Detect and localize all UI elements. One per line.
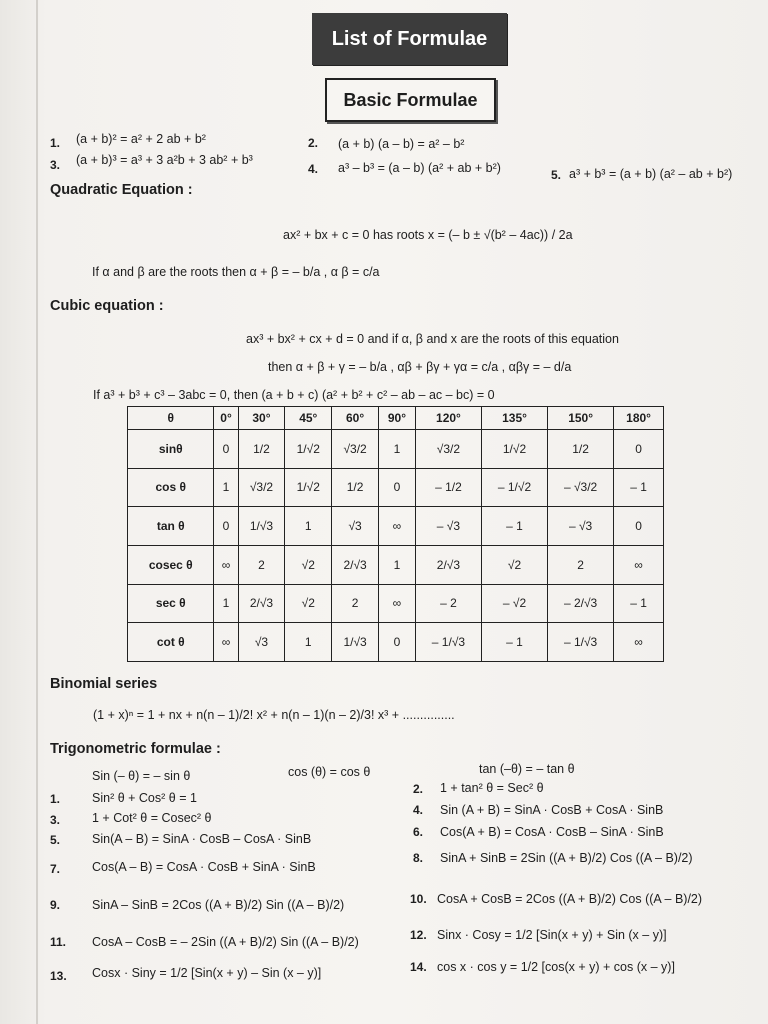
formula-trig-10: CosA + CosB = 2Cos ((A + B)/2) Cos ((A – B)/2) [437,892,703,906]
column-header: 180° [614,407,664,430]
formula-number: 13. [50,969,67,983]
table-cell: ∞ [614,545,664,584]
table-row [128,623,664,662]
table-cell: – 2 [415,584,481,623]
column-header: 45° [285,407,332,430]
table-header-row [128,407,664,430]
formula-number: 7. [50,862,61,876]
table-cell: 0 [614,507,664,546]
table-cell: 2/√3 [415,545,481,584]
formula-cubic-identity: If a³ + b³ + c³ – 3abc = 0, then (a + b + c) (a² + b² + c² – ab – ac – bc) = 0 [93,388,495,402]
table-cell: 1 [378,545,415,584]
page-title: List of Formulae [312,13,507,65]
formula-number: 1. [50,792,61,806]
column-header: 90° [378,407,415,430]
table-cell: √3 [332,507,379,546]
table-cell: – 1/√3 [548,623,614,662]
formula-number: 11. [50,935,67,949]
formula-basic-4: a³ – b³ = (a – b) (a² + ab + b²) [338,161,501,175]
table-cell: – √3/2 [548,468,614,507]
table-cell: 1/√2 [285,430,332,469]
table-cell: – 2/√3 [548,584,614,623]
table-cell: – 1 [614,584,664,623]
formula-tan-negative: tan (–θ) = – tan θ [479,762,575,776]
formula-number: 5. [50,833,61,847]
formula-number: 10. [410,892,427,906]
table-cell: √2 [285,584,332,623]
row-label: cosec θ [128,545,214,584]
table-cell: 1/√2 [285,468,332,507]
table-cell: √3/2 [332,430,379,469]
row-label: tan θ [128,507,214,546]
heading-quadratic: Quadratic Equation : [50,182,193,198]
trig-values-table [127,406,664,662]
table-cell: – 1 [481,507,547,546]
table-cell: – 1 [481,623,547,662]
table-cell: √3/2 [238,468,285,507]
table-cell: – 1/√2 [481,468,547,507]
table-cell: – 1/√3 [415,623,481,662]
table-row [128,584,664,623]
formula-basic-5: a³ + b³ = (a + b) (a² – ab + b²) [569,167,733,181]
table-cell: 1 [214,468,238,507]
table-cell: ∞ [378,584,415,623]
table-cell: 1/2 [332,468,379,507]
formula-quadratic-sum-product: If α and β are the roots then α + β = – b/a , α β = c/a [92,265,380,279]
row-label: cot θ [128,623,214,662]
column-header: 120° [415,407,481,430]
formula-trig-8: SinA + SinB = 2Sin ((A + B)/2) Cos ((A – B)/2) [440,851,693,865]
formula-number: 2. [413,782,424,796]
formula-trig-7: Cos(A – B) = CosA · CosB + SinA · SinB [92,860,316,874]
formula-trig-9: SinA – SinB = 2Cos ((A + B)/2) Sin ((A – B)/2) [92,898,345,912]
column-header: 30° [238,407,285,430]
formula-basic-1: (a + b)² = a² + 2 ab + b² [76,132,206,146]
table-cell: 0 [378,623,415,662]
formula-number: 1. [50,136,61,150]
table-cell: 2 [332,584,379,623]
formula-binomial: (1 + x)ⁿ = 1 + nx + n(n – 1)/2! x² + n(n – 1)(n – 2)/3! x³ + ............... [93,708,455,722]
formula-number: 4. [308,162,319,176]
formula-number: 3. [50,813,61,827]
column-header: 60° [332,407,379,430]
row-label: sinθ [128,430,214,469]
table-cell: – 1/2 [415,468,481,507]
formula-quadratic-roots: ax² + bx + c = 0 has roots x = (– b ± √(b² – 4ac)) / 2a [283,228,573,242]
formula-number: 4. [413,803,424,817]
table-cell: 2 [238,545,285,584]
table-cell: √3/2 [415,430,481,469]
formula-trig-11: CosA – CosB = – 2Sin ((A + B)/2) Sin ((A – B)/2) [92,935,359,949]
table-cell: 1/2 [238,430,285,469]
table-cell: 2 [548,545,614,584]
table-cell: 2/√3 [238,584,285,623]
column-header: 135° [481,407,547,430]
section-title-basic: Basic Formulae [325,78,496,122]
table-row [128,545,664,584]
table-cell: 2/√3 [332,545,379,584]
formula-trig-1: Sin² θ + Cos² θ = 1 [92,791,197,805]
table-cell: – √2 [481,584,547,623]
table-cell: ∞ [378,507,415,546]
formula-trig-4: Sin (A + B) = SinA · CosB + CosA · SinB [440,803,664,817]
table-cell: – 1 [614,468,664,507]
formula-trig-12: Sinx · Cosy = 1/2 [Sin(x + y) + Sin (x – y)] [437,928,667,942]
table-cell: 1 [214,584,238,623]
formula-number: 12. [410,928,427,942]
table-cell: 0 [214,507,238,546]
table-cell: – √3 [548,507,614,546]
table-cell: 1 [285,623,332,662]
formula-trig-13: Cosx · Siny = 1/2 [Sin(x + y) – Sin (x – y)] [92,966,322,980]
formula-number: 6. [413,825,424,839]
formula-trig-5: Sin(A – B) = SinA · CosB – CosA · SinB [92,832,312,846]
heading-trigonometric: Trigonometric formulae : [50,741,221,757]
table-cell: 0 [614,430,664,469]
table-cell: √2 [481,545,547,584]
table-cell: ∞ [214,623,238,662]
formula-sin-negative: Sin (– θ) = – sin θ [92,769,191,783]
formula-basic-3: (a + b)³ = a³ + 3 a²b + 3 ab² + b³ [76,153,253,167]
table-cell: ∞ [214,545,238,584]
table-cell: ∞ [614,623,664,662]
formula-number: 2. [308,136,319,150]
formula-basic-2: (a + b) (a – b) = a² – b² [338,137,465,151]
formula-number: 9. [50,898,61,912]
formula-cos-negative: cos (θ) = cos θ [288,765,371,779]
table-cell: 0 [214,430,238,469]
page-edge [36,0,38,1024]
table-cell: 1/√3 [238,507,285,546]
formula-trig-14: cos x · cos y = 1/2 [cos(x + y) + cos (x – y)] [437,960,675,974]
row-label: sec θ [128,584,214,623]
table-cell: 1/√2 [481,430,547,469]
table-row [128,468,664,507]
table-cell: – √3 [415,507,481,546]
table-cell: √2 [285,545,332,584]
formula-number: 3. [50,158,61,172]
table-cell: 1/2 [548,430,614,469]
table-row [128,430,664,469]
formula-trig-6: Cos(A + B) = CosA · CosB – SinA · SinB [440,825,664,839]
table-cell: 1 [378,430,415,469]
heading-binomial: Binomial series [50,676,158,692]
formula-cubic-1: ax³ + bx² + cx + d = 0 and if α, β and x are the roots of this equation [246,332,619,346]
heading-cubic: Cubic equation : [50,298,164,314]
formula-trig-2: 1 + tan² θ = Sec² θ [440,781,544,795]
formula-trig-3: 1 + Cot² θ = Cosec² θ [92,811,212,825]
table-row [128,507,664,546]
table-cell: 1/√3 [332,623,379,662]
table-cell: 0 [378,468,415,507]
formula-number: 14. [410,960,427,974]
formula-number: 5. [551,168,562,182]
column-header: θ [128,407,214,430]
formula-cubic-2: then α + β + γ = – b/a , αβ + βγ + γα = c/a , αβγ = – d/a [268,360,572,374]
column-header: 0° [214,407,238,430]
table-cell: √3 [238,623,285,662]
row-label: cos θ [128,468,214,507]
table-cell: 1 [285,507,332,546]
column-header: 150° [548,407,614,430]
formula-number: 8. [413,851,424,865]
